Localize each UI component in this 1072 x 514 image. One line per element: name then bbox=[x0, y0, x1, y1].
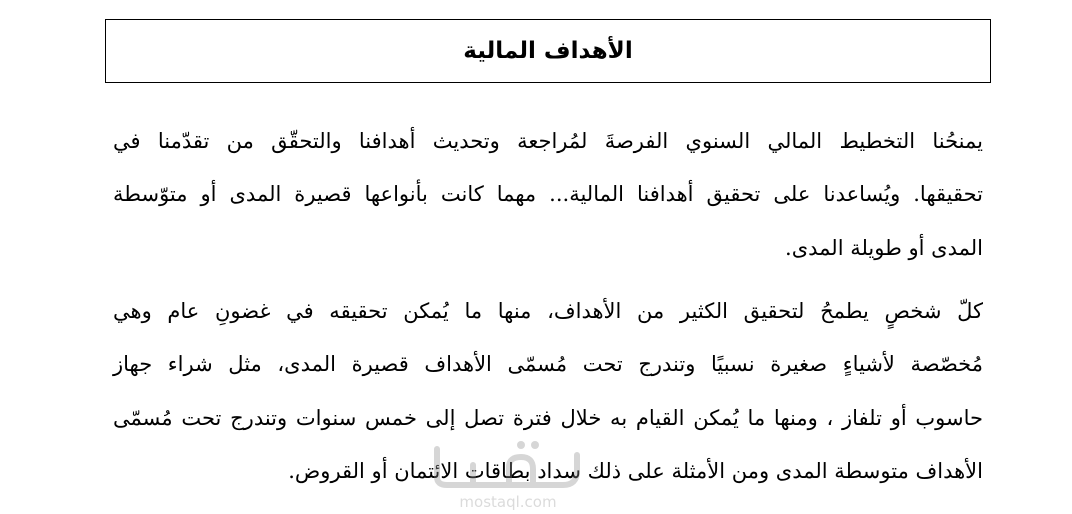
paragraph-2-line-4: الأهداف متوسطة المدى ومن الأمثلة على ذلك سداد بطاقات الائتمان أو القروض. bbox=[288, 459, 983, 483]
paragraph-1-line-3: المدى أو طويلة المدى. bbox=[785, 236, 983, 260]
document-title: الأهداف المالية bbox=[463, 37, 633, 64]
title-box bbox=[105, 19, 991, 83]
paragraph-1-line-2: تحقيقها. ويُساعدنا على تحقيق أهدافنا المالية... مهما كانت بأنواعها قصيرة المدى أو متوّسطة bbox=[113, 182, 983, 206]
paragraph-2-line-1: كلّ شخصٍ يطمحُ لتحقيق الكثير من الأهداف، منها ما يُمكن تحقيقه في غضونِ عام وهي bbox=[113, 299, 983, 323]
paragraph-2-line-2: مُخصّصة لأشياءٍ صغيرة نسبيًا وتندرج تحت مُسمّى الأهداف قصيرة المدى، مثل شراء جهاز bbox=[113, 352, 983, 376]
paragraph-2-line-3: حاسوب أو تلفاز ، ومنها ما يُمكن القيام به خلال فترة تصل إلى خمس سنوات وتندرج تحت مُسمّى bbox=[113, 406, 983, 430]
watermark-text: mostaql.com bbox=[459, 493, 557, 511]
paragraph-1-line-1: يمنحُنا التخطيط المالي السنوي الفرصةَ لمُراجعة وتحديث أهدافنا والتحقّق من تقدّمنا في bbox=[113, 129, 983, 153]
